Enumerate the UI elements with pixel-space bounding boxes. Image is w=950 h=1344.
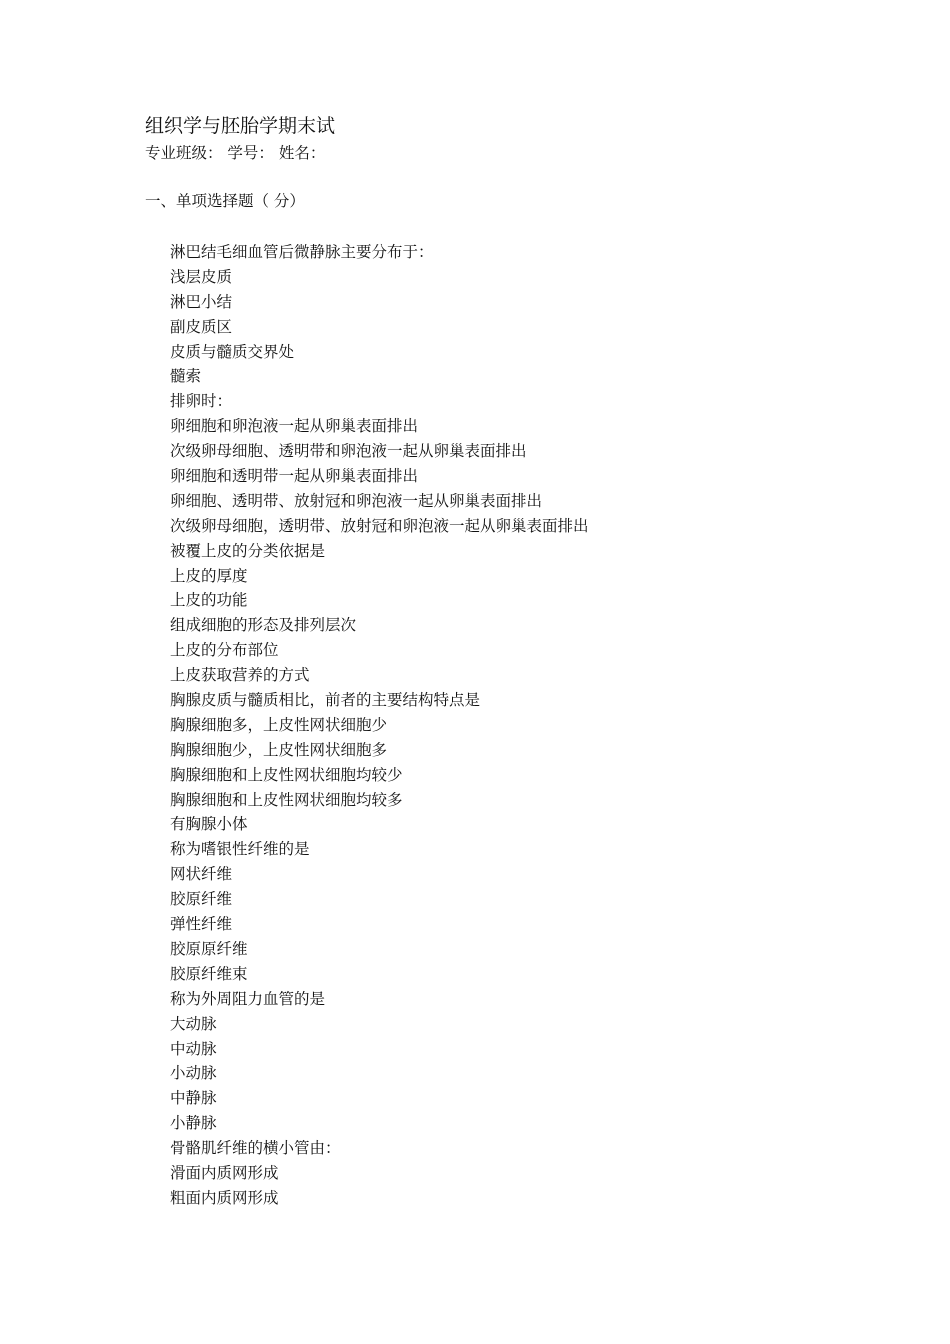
document-line: 滑面内质网形成: [170, 1163, 279, 1182]
document-line: 排卵时：: [170, 392, 233, 411]
document-line: 次级卵母细胞，透明带、放射冠和卵泡液一起从卵巢表面排出: [170, 516, 589, 535]
document-line: 淋巴结毛细血管后微静脉主要分布于：: [170, 243, 434, 261]
document-title: 组织学与胚胎学期末试: [145, 115, 336, 137]
document-line: 髓索: [170, 367, 202, 386]
document-line: 上皮的分布部位: [170, 641, 279, 660]
document-line: 胸腺细胞和上皮性网状细胞均较多: [170, 790, 403, 809]
document-line: 副皮质区: [170, 317, 233, 336]
document-line: 胸腺细胞少，上皮性网状细胞多: [170, 740, 388, 759]
document-line: 被覆上皮的分类依据是: [170, 541, 326, 560]
document-line: 卵细胞和卵泡液一起从卵巢表面排出: [170, 417, 419, 436]
document-line: 淋巴小结: [170, 292, 233, 311]
document-line: 小动脉: [170, 1064, 217, 1083]
document-line: 卵细胞、透明带、放射冠和卵泡液一起从卵巢表面排出: [170, 491, 543, 510]
document-line: 胶原原纤维: [170, 939, 248, 958]
document-line: 胶原纤维束: [170, 964, 248, 983]
document-line: 中动脉: [170, 1039, 217, 1058]
document-line: 弹性纤维: [170, 915, 233, 934]
document-line: 组成细胞的形态及排列层次: [170, 616, 357, 635]
document-line: 小静脉: [170, 1114, 217, 1133]
document-line: 网状纤维: [170, 865, 233, 884]
document-line: 胸腺细胞多，上皮性网状细胞少: [170, 715, 388, 734]
document-line: 有胸腺小体: [170, 815, 248, 834]
document-line: 上皮获取营养的方式: [170, 666, 310, 685]
document-line: 浅层皮质: [170, 267, 233, 286]
document-line: 称为嗜银性纤维的是: [170, 840, 310, 859]
document-line: 卵细胞和透明带一起从卵巢表面排出: [170, 467, 419, 486]
student-info-line: 专业班级： 学号： 姓名：: [145, 144, 326, 162]
document-line: 胸腺细胞和上皮性网状细胞均较少: [170, 765, 403, 784]
document-line: 骨骼肌纤维的横小管由：: [170, 1139, 341, 1158]
document-line: 皮质与髓质交界处: [170, 342, 295, 361]
document-line: 次级卵母细胞、透明带和卵泡液一起从卵巢表面排出: [170, 442, 527, 461]
section-heading: 一、单项选择题（ 分）: [145, 192, 305, 210]
document-line: 粗面内质网形成: [170, 1188, 279, 1207]
document-line: 大动脉: [170, 1014, 217, 1033]
document-line: 上皮的厚度: [170, 566, 248, 585]
question-list: [170, 240, 589, 1211]
document-line: 称为外周阻力血管的是: [170, 989, 326, 1008]
document-line: 胸腺皮质与髓质相比，前者的主要结构特点是: [170, 691, 481, 710]
document-line: 胶原纤维: [170, 890, 233, 909]
document-line: 中静脉: [170, 1089, 217, 1108]
document-line: 上皮的功能: [170, 591, 248, 610]
